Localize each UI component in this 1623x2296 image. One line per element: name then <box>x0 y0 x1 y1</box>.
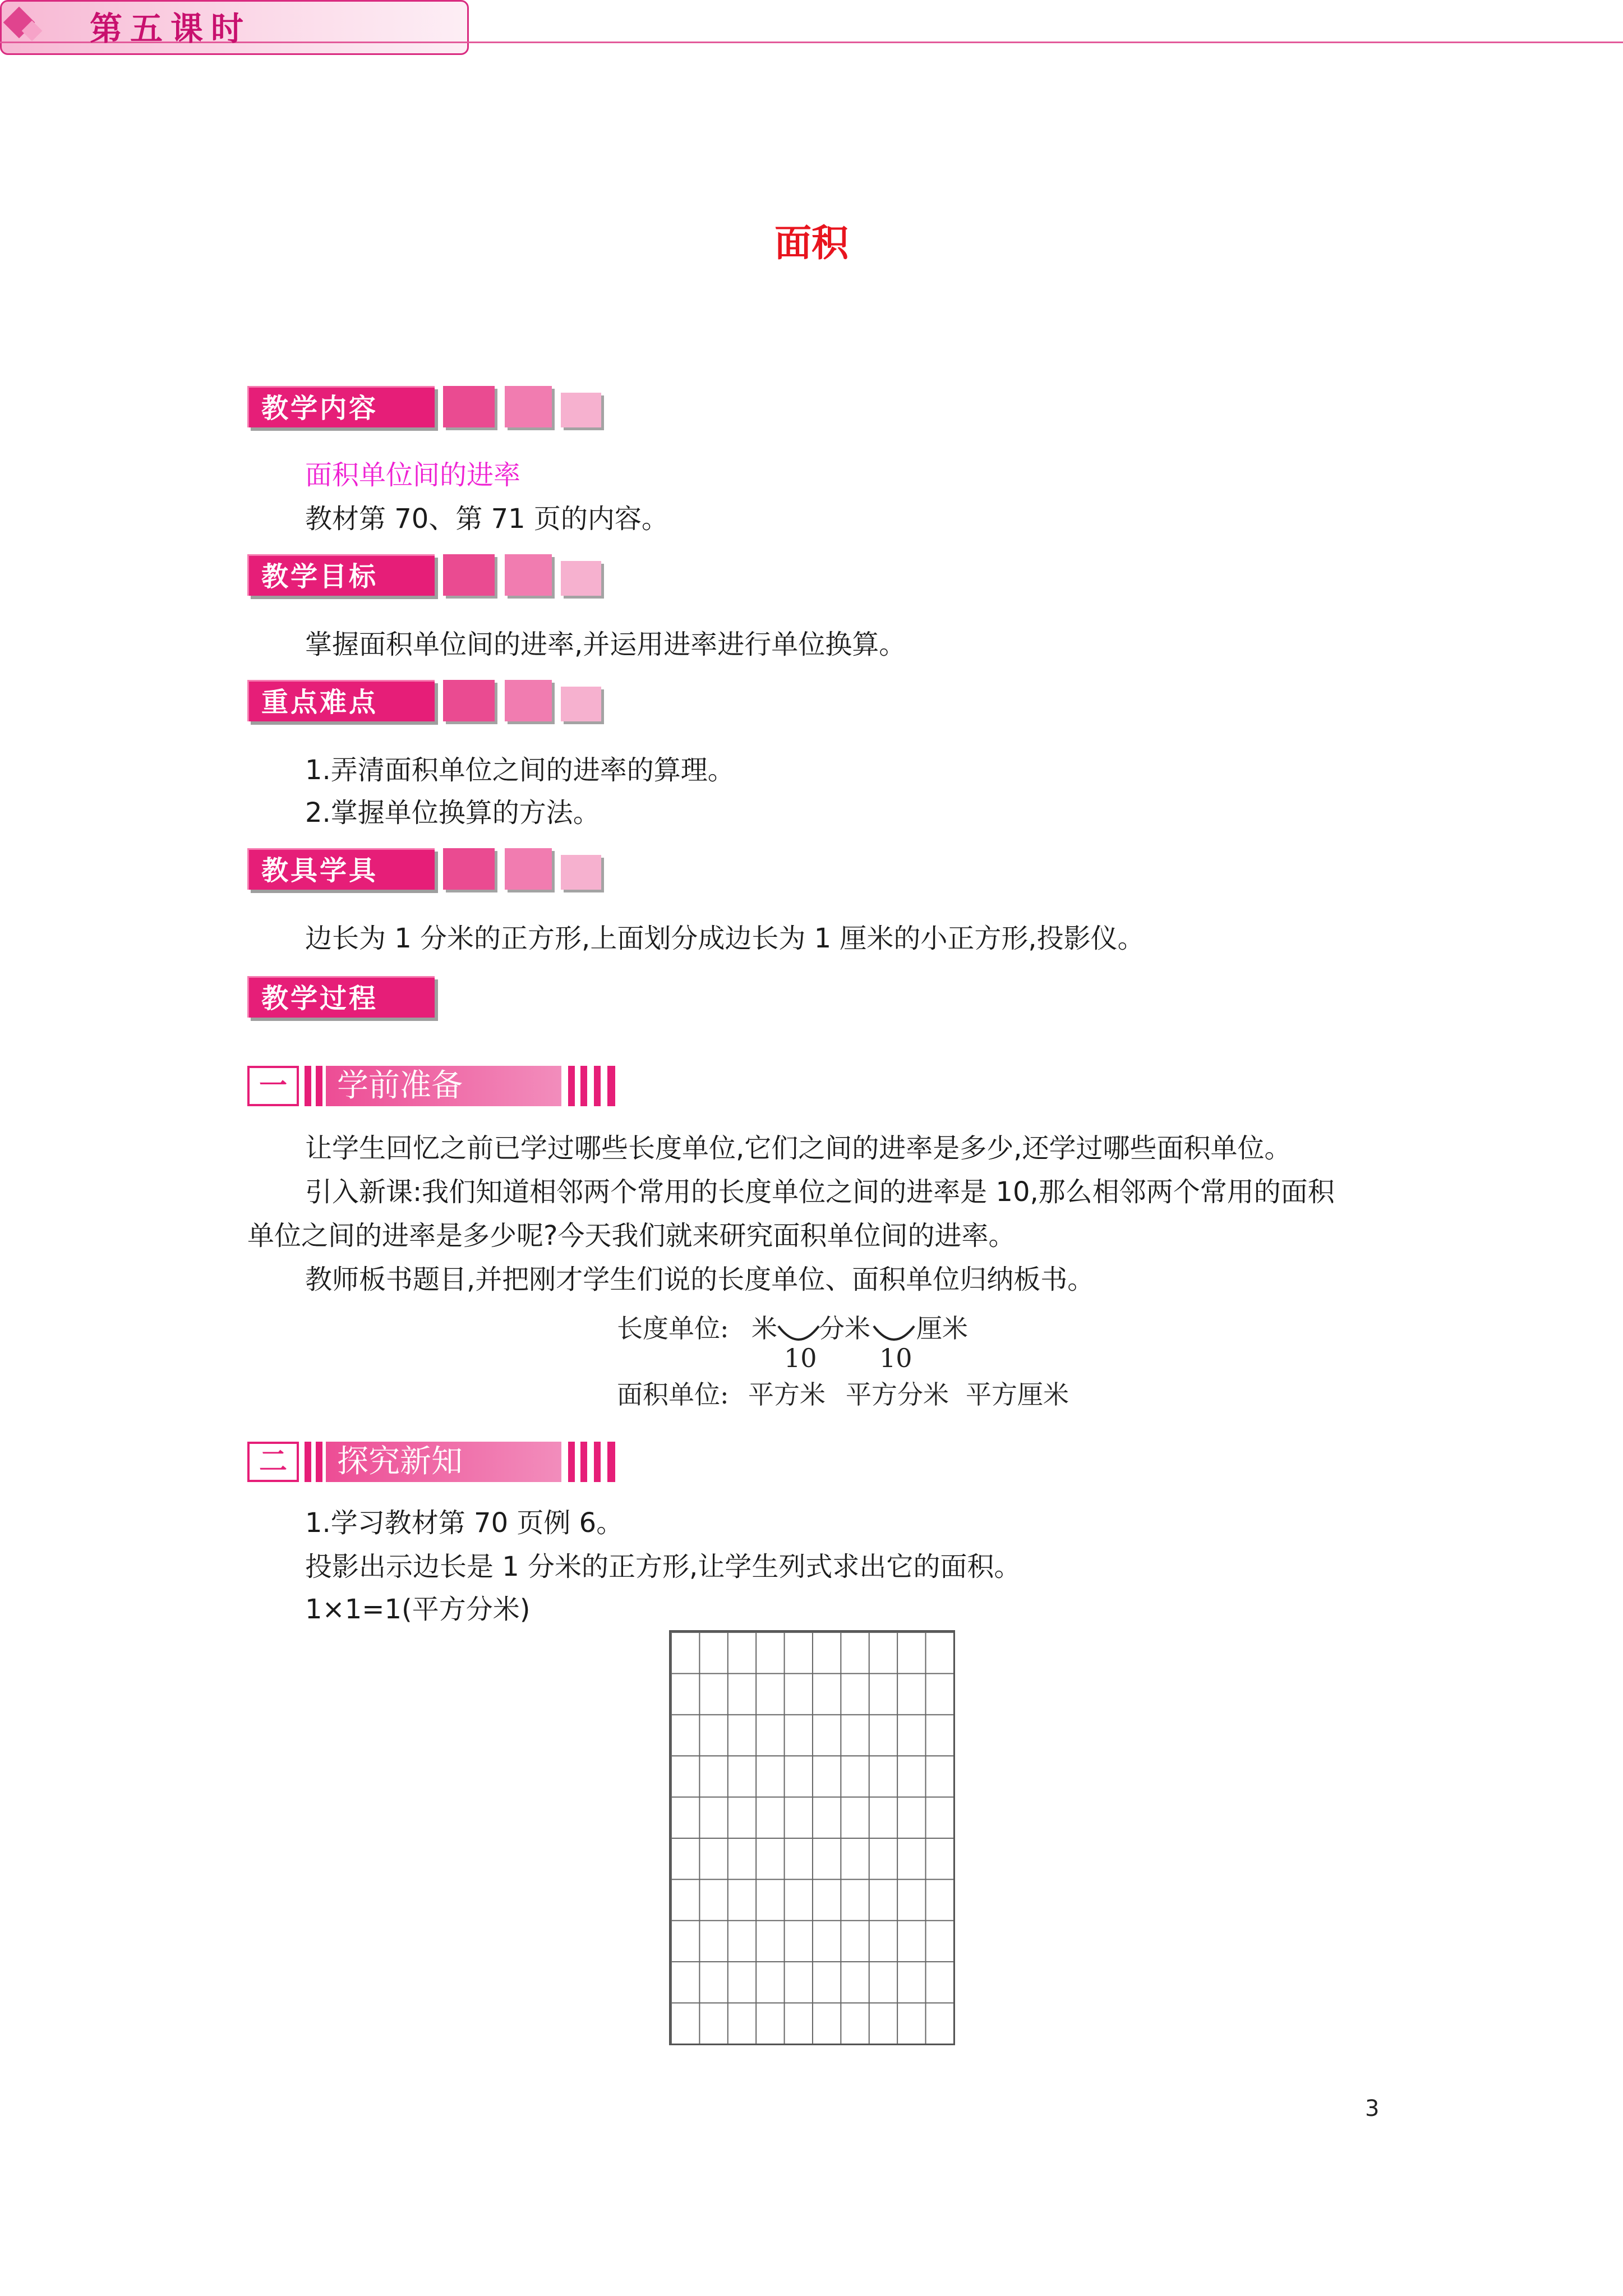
rate-value: 10 <box>784 1343 817 1373</box>
heading-square-decoration <box>505 848 552 890</box>
goal-text: 掌握面积单位间的进率,并运用进率进行单位换算。 <box>305 629 906 660</box>
paragraph-line: 引入新课:我们知道相邻两个常用的长度单位之间的进率是 10,那么相邻两个常用的面积 <box>305 1176 1335 1208</box>
stage-banner-1 <box>247 1066 624 1106</box>
heading-square-decoration <box>505 680 552 721</box>
paragraph-line: 1.学习教材第 70 页例 6。 <box>305 1507 624 1539</box>
paragraph-line: 让学生回忆之前已学过哪些长度单位,它们之间的进率是多少,还学过哪些面积单位。 <box>305 1133 1292 1164</box>
heading-square-decoration <box>505 386 552 427</box>
paragraph-line: 单位之间的进率是多少呢?今天我们就来研究面积单位间的进率。 <box>247 1220 1016 1251</box>
rate-value: 10 <box>879 1343 912 1373</box>
heading-square-decoration <box>561 687 601 721</box>
section-heading-content: 教学内容 <box>247 386 435 427</box>
section-heading-key: 重点难点 <box>247 680 435 721</box>
heading-square-decoration <box>505 554 552 596</box>
area-unit: 平方厘米 <box>966 1379 1069 1410</box>
section-heading-tools: 教具学具 <box>247 848 435 890</box>
length-units-label: 长度单位: <box>617 1313 729 1343</box>
length-unit: 分米 <box>819 1313 870 1343</box>
square-grid-figure <box>669 1630 955 2045</box>
key-item: 2.掌握单位换算的方法。 <box>305 797 600 829</box>
lesson-banner <box>0 0 469 55</box>
heading-square-decoration <box>561 393 601 427</box>
area-units-label: 面积单位: <box>617 1379 729 1410</box>
section-heading-goal: 教学目标 <box>247 554 435 596</box>
equation-line: 1×1=1(平方分米) <box>305 1594 531 1625</box>
area-unit: 平方米 <box>748 1379 826 1410</box>
area-unit: 平方分米 <box>846 1379 949 1410</box>
key-item: 1.弄清面积单位之间的进率的算理。 <box>305 754 735 786</box>
tools-text: 边长为 1 分米的正方形,上面划分成边长为 1 厘米的小正方形,投影仪。 <box>305 923 1145 954</box>
paragraph-line: 教师板书题目,并把刚才学生们说的长度单位、面积单位归纳板书。 <box>305 1264 1095 1295</box>
heading-square-decoration <box>561 561 601 596</box>
page-title: 面积 <box>774 222 849 265</box>
stage-number: 一 <box>247 1066 299 1106</box>
heading-square-decoration <box>443 554 495 596</box>
paragraph-line: 投影出示边长是 1 分米的正方形,让学生列式求出它的面积。 <box>305 1551 1021 1582</box>
heading-square-decoration <box>443 386 495 427</box>
stage-title: 探究新知 <box>326 1442 561 1482</box>
length-unit: 厘米 <box>916 1313 968 1343</box>
content-text: 教材第 70、第 71 页的内容。 <box>305 503 668 535</box>
length-unit: 米 <box>751 1313 777 1343</box>
stage-banner-2 <box>247 1442 624 1482</box>
page-number: 3 <box>1365 2096 1380 2122</box>
topic-text: 面积单位间的进率 <box>305 459 521 491</box>
heading-square-decoration <box>443 680 495 721</box>
stage-title: 学前准备 <box>326 1066 561 1106</box>
heading-square-decoration <box>561 855 601 890</box>
lesson-label: 第五课时 <box>90 10 252 48</box>
section-heading-process: 教学过程 <box>247 976 435 1018</box>
stage-number: 二 <box>247 1442 299 1482</box>
heading-square-decoration <box>443 848 495 890</box>
